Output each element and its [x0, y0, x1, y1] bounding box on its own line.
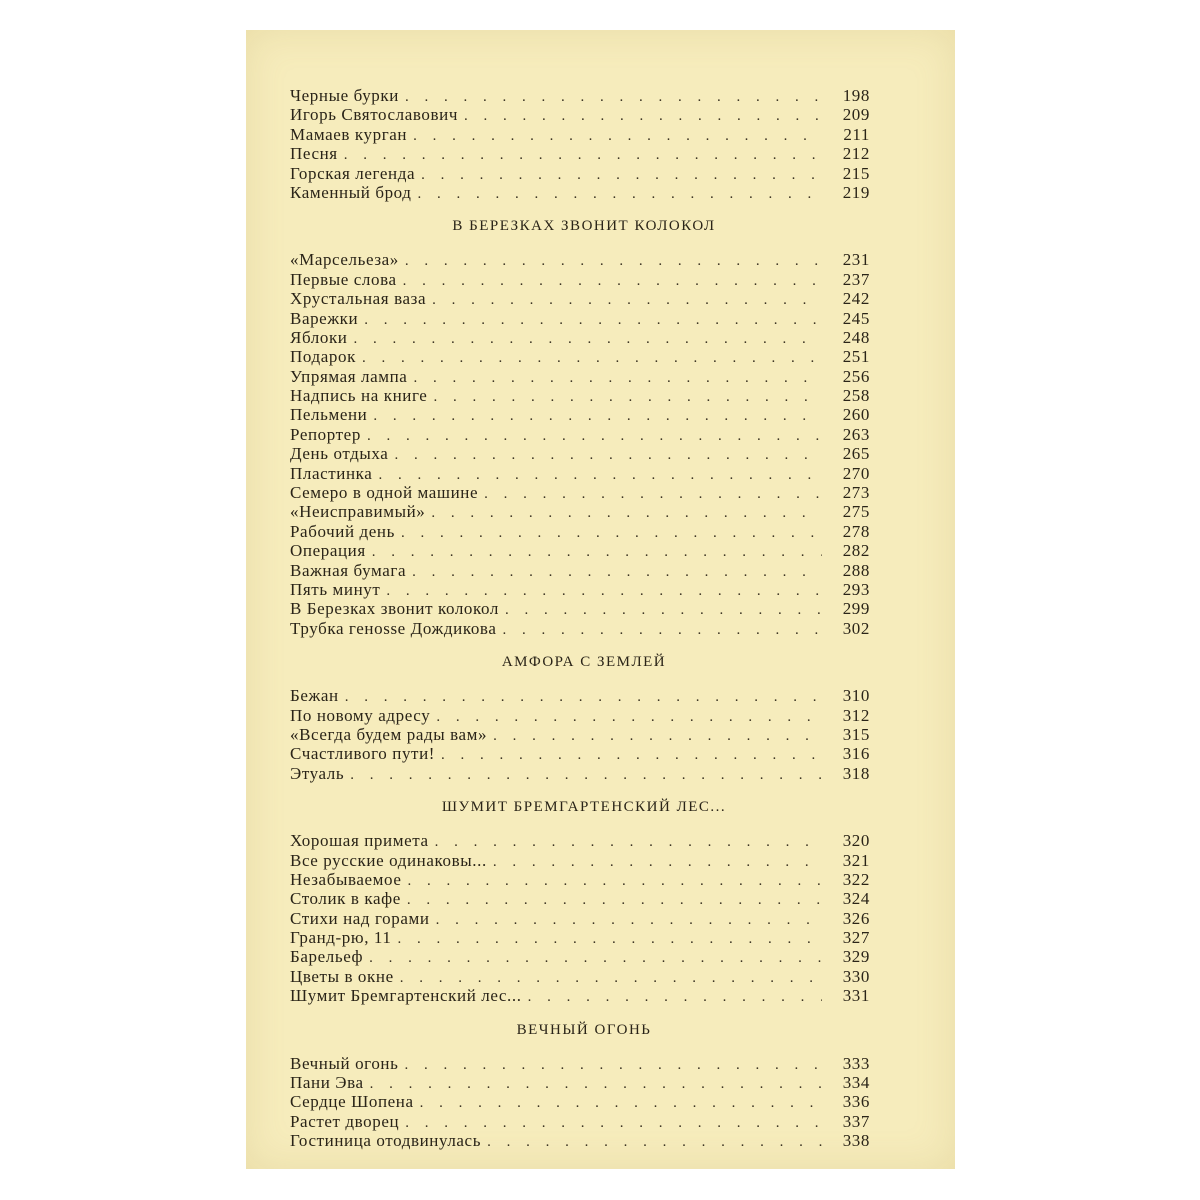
dot-leader: [405, 88, 822, 107]
entry-title: Черные бурки: [290, 86, 399, 105]
toc-entry: [290, 522, 870, 541]
dot-leader: [436, 708, 822, 727]
entry-page-number: 273: [842, 483, 870, 503]
entry-title: Цветы в окне: [290, 966, 394, 986]
entry-page-number: 329: [842, 947, 870, 967]
dot-leader: [397, 930, 822, 949]
entry-title: Игорь Святославович: [290, 105, 458, 125]
entry-title: Гранд-рю, 11: [290, 928, 392, 948]
toc-entry: [290, 164, 870, 183]
entry-title: Горская легенда: [290, 163, 416, 183]
dot-leader: [413, 127, 822, 146]
dot-leader: [401, 524, 822, 543]
entry-title: «Неисправимый»: [290, 502, 426, 522]
entry-title: Гостиница отодвинулась: [290, 1131, 482, 1151]
toc-entry: [290, 289, 870, 308]
entry-title: «Всегда будем рады вам»: [290, 724, 488, 744]
entry-title: Песня: [290, 144, 338, 164]
dot-leader: [373, 407, 822, 426]
dot-leader: [370, 1075, 822, 1094]
toc-entry: [290, 367, 870, 386]
toc-entry: [290, 831, 870, 850]
toc-entry: [290, 1054, 870, 1073]
toc-entry: [290, 686, 870, 705]
entry-page-number: 258: [842, 386, 870, 406]
entry-title: Хрустальная ваза: [290, 289, 427, 309]
dot-leader: [404, 1056, 822, 1075]
entry-title: Яблоки: [290, 327, 348, 347]
entry-title: Этуаль: [290, 763, 345, 783]
toc-entry: [290, 105, 870, 124]
entry-title: Мамаев курган: [290, 124, 408, 144]
dot-leader: [372, 543, 822, 562]
entry-title: Столик в кафе: [290, 889, 401, 909]
entry-title: По новому адресу: [290, 705, 431, 725]
entry-page-number: 330: [842, 966, 870, 986]
toc-entry: [290, 744, 870, 763]
entry-title: «Марсельеза»: [290, 250, 399, 270]
entry-page-number: 302: [842, 618, 870, 638]
toc-entry: [290, 764, 870, 783]
entry-page-number: 338: [842, 1131, 870, 1151]
toc-entry: [290, 561, 870, 580]
toc-section: [290, 1020, 870, 1151]
toc-entry: [290, 425, 870, 444]
toc-entry: [290, 86, 870, 105]
entry-title: Семеро в одной машине: [290, 483, 479, 503]
book-page: [246, 30, 955, 1169]
entry-title: Шумит Бремгартенский лес...: [290, 986, 522, 1006]
toc-entry: [290, 483, 870, 502]
table-of-contents: [290, 86, 870, 1151]
dot-leader: [362, 349, 822, 368]
toc-entry: [290, 967, 870, 986]
entry-title: Первые слова: [290, 269, 397, 289]
entry-page-number: 331: [842, 986, 870, 1006]
toc-entry: [290, 706, 870, 725]
entry-title: Растет дворец: [290, 1111, 400, 1131]
toc-entry: [290, 405, 870, 424]
entry-page-number: 334: [842, 1073, 870, 1093]
dot-leader: [464, 107, 822, 126]
entry-page-number: 275: [842, 502, 870, 522]
dot-leader: [394, 446, 822, 465]
dot-leader: [420, 1094, 822, 1113]
dot-leader: [432, 291, 822, 310]
toc-entry: [290, 889, 870, 908]
dot-leader: [364, 311, 822, 330]
toc-entry: [290, 947, 870, 966]
entry-title: Незабываемое: [290, 869, 402, 889]
toc-entry: [290, 386, 870, 405]
entry-title: Барельеф: [290, 947, 364, 967]
toc-section: [290, 797, 870, 1006]
entry-page-number: 219: [842, 182, 870, 202]
entry-page-number: 215: [842, 163, 870, 183]
dot-leader: [493, 853, 822, 872]
dot-leader: [484, 485, 822, 504]
toc-entry: [290, 1092, 870, 1111]
dot-leader: [413, 369, 822, 388]
dot-leader: [350, 766, 822, 785]
entry-title: Сердце Шопена: [290, 1092, 414, 1112]
dot-leader: [418, 185, 822, 204]
section-title: ШУМИТ БРЕМГАРТЕНСКИЙ ЛЕС...: [441, 799, 727, 816]
entry-page-number: 231: [842, 250, 870, 270]
toc-entry: [290, 986, 870, 1005]
entry-title: Пять минут: [290, 579, 381, 599]
entry-page-number: 237: [842, 269, 870, 289]
toc-section: [290, 652, 870, 783]
dot-leader: [407, 891, 822, 910]
toc-entry: [290, 250, 870, 269]
entry-title: Варежки: [290, 308, 359, 328]
entry-page-number: 299: [842, 599, 870, 619]
toc-entry: [290, 270, 870, 289]
toc-entry: [290, 870, 870, 889]
dot-leader: [493, 727, 822, 746]
entry-title: В Березках звонит колокол: [290, 599, 499, 619]
toc-entry: [290, 1112, 870, 1131]
entry-page-number: 337: [842, 1111, 870, 1131]
entry-page-number: 336: [842, 1092, 870, 1112]
toc-entry: [290, 444, 870, 463]
toc-entry: [290, 1073, 870, 1092]
dot-leader: [505, 601, 822, 620]
entry-page-number: 333: [842, 1053, 870, 1073]
toc-entry: [290, 725, 870, 744]
entry-title: Важная бумага: [290, 560, 407, 580]
entry-page-number: 320: [842, 831, 870, 851]
entry-title: Подарок: [290, 347, 356, 367]
dot-leader: [403, 272, 822, 291]
entry-page-number: 322: [842, 869, 870, 889]
toc-entry: [290, 580, 870, 599]
entry-title: Каменный брод: [290, 182, 412, 202]
entry-page-number: 326: [842, 908, 870, 928]
toc-entry: [290, 347, 870, 366]
entry-page-number: 270: [842, 463, 870, 483]
entry-title: Пельмени: [290, 405, 368, 425]
dot-leader: [412, 563, 822, 582]
entry-page-number: 256: [842, 366, 870, 386]
toc-entry: [290, 909, 870, 928]
toc-entry: [290, 183, 870, 202]
entry-page-number: 312: [842, 705, 870, 725]
section-title: В БЕРЕЗКАХ ЗВОНИТ КОЛОКОЛ: [452, 218, 716, 235]
entry-page-number: 327: [842, 928, 870, 948]
entry-page-number: 265: [842, 444, 870, 464]
entry-page-number: 211: [843, 124, 870, 144]
dot-leader: [405, 252, 822, 271]
entry-title: Хорошая примета: [290, 831, 429, 851]
entry-title: Вечный огонь: [290, 1053, 399, 1073]
entry-page-number: 293: [842, 579, 870, 599]
entry-title: Трубка генossе Дождикова: [290, 618, 497, 638]
entry-page-number: 315: [842, 724, 870, 744]
entry-page-number: 321: [842, 850, 870, 870]
toc-section: [290, 86, 870, 202]
entry-page-number: 198: [842, 86, 870, 105]
toc-entry: [290, 144, 870, 163]
section-title: АМФОРА С ЗЕМЛЕЙ: [501, 654, 667, 671]
dot-leader: [431, 504, 822, 523]
dot-leader: [502, 621, 822, 640]
entry-title: Счастливого пути!: [290, 744, 436, 764]
entry-title: Стихи над горами: [290, 908, 430, 928]
toc-entry: [290, 619, 870, 638]
dot-leader: [436, 911, 822, 930]
entry-page-number: 324: [842, 889, 870, 909]
entry-page-number: 209: [842, 105, 870, 125]
toc-entry: [290, 541, 870, 560]
entry-title: Операция: [290, 541, 366, 561]
entry-page-number: 282: [842, 541, 870, 561]
toc-entry: [290, 851, 870, 870]
entry-page-number: 248: [842, 327, 870, 347]
entry-title: Репортер: [290, 424, 361, 444]
dot-leader: [433, 388, 822, 407]
entry-page-number: 318: [842, 763, 870, 783]
dot-leader: [354, 330, 822, 349]
dot-leader: [367, 427, 822, 446]
entry-page-number: 278: [842, 521, 870, 541]
entry-title: Рабочий день: [290, 521, 395, 541]
toc-entry: [290, 328, 870, 347]
dot-leader: [369, 949, 822, 968]
dot-leader: [421, 166, 822, 185]
toc-entry: [290, 1131, 870, 1150]
dot-leader: [487, 1133, 822, 1152]
entry-page-number: 310: [842, 686, 870, 706]
entry-page-number: 245: [842, 308, 870, 328]
entry-title: Надпись на книге: [290, 386, 428, 406]
toc-entry: [290, 125, 870, 144]
toc-entry: [290, 928, 870, 947]
section-title: ВЕЧНЫЙ ОГОНЬ: [516, 1021, 652, 1038]
entry-page-number: 212: [842, 144, 870, 164]
toc-entry: [290, 599, 870, 618]
entry-title: Упрямая лампа: [290, 366, 408, 386]
entry-title: День отдыха: [290, 444, 389, 464]
entry-page-number: 251: [842, 347, 870, 367]
toc-section: [290, 216, 870, 638]
entry-title: Бежан: [290, 686, 339, 706]
entry-page-number: 242: [842, 289, 870, 309]
entry-page-number: 288: [842, 560, 870, 580]
toc-entry: [290, 502, 870, 521]
entry-page-number: 316: [842, 744, 870, 764]
dot-leader: [407, 872, 822, 891]
dot-leader: [528, 988, 822, 1007]
toc-entry: [290, 464, 870, 483]
dot-leader: [441, 746, 822, 765]
entry-page-number: 260: [842, 405, 870, 425]
entry-title: Все русские одинаковы...: [290, 850, 487, 870]
toc-entry: [290, 309, 870, 328]
entry-title: Пани Эва: [290, 1073, 364, 1093]
entry-title: Пластинка: [290, 463, 373, 483]
entry-page-number: 263: [842, 424, 870, 444]
